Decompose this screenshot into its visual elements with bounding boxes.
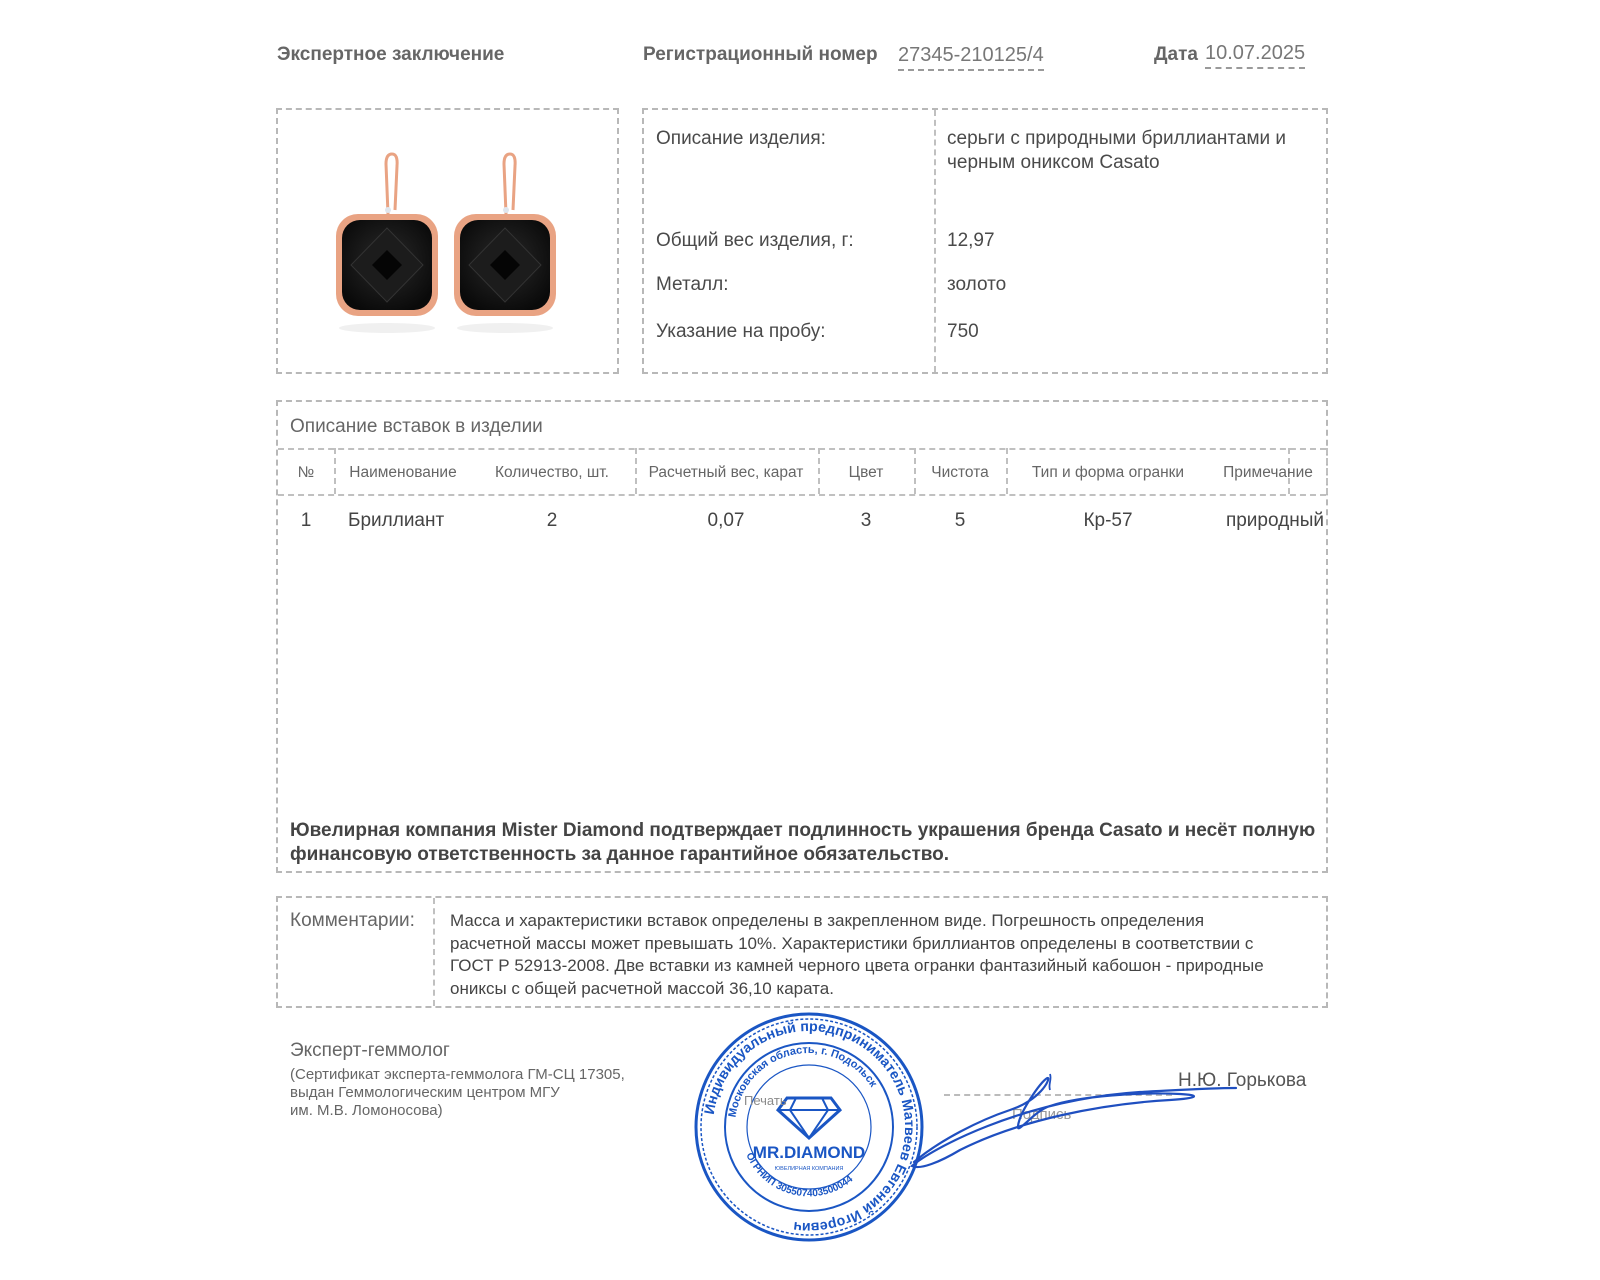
comments-label: Комментарии: bbox=[290, 910, 415, 931]
metal-label: Металл: bbox=[656, 274, 729, 295]
cell-note: природный bbox=[1225, 510, 1324, 531]
col-color: Цвет bbox=[848, 464, 884, 481]
comments-line: Масса и характеристики вставок определены в закрепленном виде. Погрешность определения bbox=[450, 911, 1205, 930]
expert-name: Н.Ю. Горькова bbox=[1178, 1070, 1307, 1091]
cert-line: (Сертификат эксперта-геммолога ГМ-СЦ 17305, bbox=[290, 1066, 625, 1083]
hallmark-label: Указание на пробу: bbox=[656, 321, 826, 342]
col-note: Примечание bbox=[1223, 464, 1313, 481]
description-value-line1: серьги с природными бриллиантами и bbox=[947, 128, 1287, 149]
cell-name: Бриллиант bbox=[348, 510, 445, 531]
cell-color: 3 bbox=[860, 510, 872, 531]
stamp-label: Печать bbox=[744, 1093, 787, 1108]
handwritten-signature bbox=[900, 1070, 1250, 1180]
cell-cut: Кр-57 bbox=[1083, 510, 1133, 531]
weight-value: 12,97 bbox=[947, 230, 995, 251]
reg-number-value: 27345-210125/4 bbox=[898, 44, 1044, 71]
col-weight: Расчетный вес, карат bbox=[648, 464, 804, 481]
guarantee-line1: Ювелирная компания Mister Diamond подтверждает подлинность украшения бренда Casato и несёт полную bbox=[290, 820, 1316, 841]
reg-number-label: Регистрационный номер bbox=[643, 44, 878, 65]
stamp-outer-text: Индивидуальный предприниматель Матвеев Евгений Игоревич bbox=[701, 1018, 918, 1236]
guarantee-line2: финансовую ответственность за данное гарантийное обязательство. bbox=[290, 844, 950, 865]
expert-title: Эксперт-геммолог bbox=[290, 1040, 450, 1061]
date-label: Дата bbox=[1154, 44, 1198, 65]
description-value-line2: черным ониксом Casato bbox=[947, 152, 1160, 173]
col-quantity: Количество, шт. bbox=[495, 464, 609, 481]
description-label: Описание изделия: bbox=[656, 128, 826, 149]
comments-line: расчетной массы может превышать 10%. Характеристики бриллиантов определены в соответствии с bbox=[450, 933, 1254, 953]
cert-line: им. М.В. Ломоносова) bbox=[290, 1102, 443, 1119]
company-stamp bbox=[692, 1010, 926, 1244]
product-image-box bbox=[276, 108, 619, 374]
col-cut: Тип и форма огранки bbox=[1031, 464, 1185, 481]
expert-certificate bbox=[290, 1066, 625, 1120]
left-earring bbox=[336, 154, 438, 333]
hallmark-value: 750 bbox=[947, 321, 979, 342]
date-value: 10.07.2025 bbox=[1205, 42, 1305, 69]
inserts-title: Описание вставок в изделии bbox=[290, 416, 543, 437]
stamp-ogrn-path: ОГРНИП 305507403500044 bbox=[743, 1151, 856, 1200]
earrings-image bbox=[278, 110, 617, 372]
signature-label: Подпись bbox=[1012, 1106, 1072, 1123]
comments-line: ониксы с общей расчетной массой 36,10 карата. bbox=[450, 978, 834, 998]
inserts-box bbox=[276, 400, 1328, 873]
col-clarity: Чистота bbox=[931, 464, 989, 481]
stamp-inner-path: Московская область, г. Подольск bbox=[726, 1043, 880, 1119]
cell-clarity: 5 bbox=[954, 510, 966, 531]
right-earring bbox=[454, 154, 556, 333]
comments-line: ГОСТ Р 52913-2008. Две вставки из камней черного цвета огранки фантазийный кабошон - природные bbox=[450, 956, 1264, 975]
cell-number: 1 bbox=[300, 510, 312, 531]
col-number: № bbox=[297, 464, 315, 481]
cell-weight: 0,07 bbox=[707, 510, 745, 531]
metal-value: золото bbox=[947, 274, 1007, 295]
comments-box bbox=[276, 896, 1328, 1008]
weight-label: Общий вес изделия, г: bbox=[656, 230, 854, 251]
stamp-brand-sub: ЮВЕЛИРНАЯ КОМПАНИЯ bbox=[774, 1166, 844, 1172]
product-info-box bbox=[642, 108, 1328, 374]
diamond-logo-icon bbox=[778, 1098, 840, 1138]
document-title: Экспертное заключение bbox=[277, 44, 505, 65]
stamp-brand: MR.DIAMOND bbox=[752, 1143, 866, 1162]
cell-quantity: 2 bbox=[546, 510, 558, 531]
comments-text bbox=[450, 910, 1264, 1000]
col-name: Наименование bbox=[349, 464, 457, 481]
cert-line: выдан Геммологическим центром МГУ bbox=[290, 1084, 560, 1101]
